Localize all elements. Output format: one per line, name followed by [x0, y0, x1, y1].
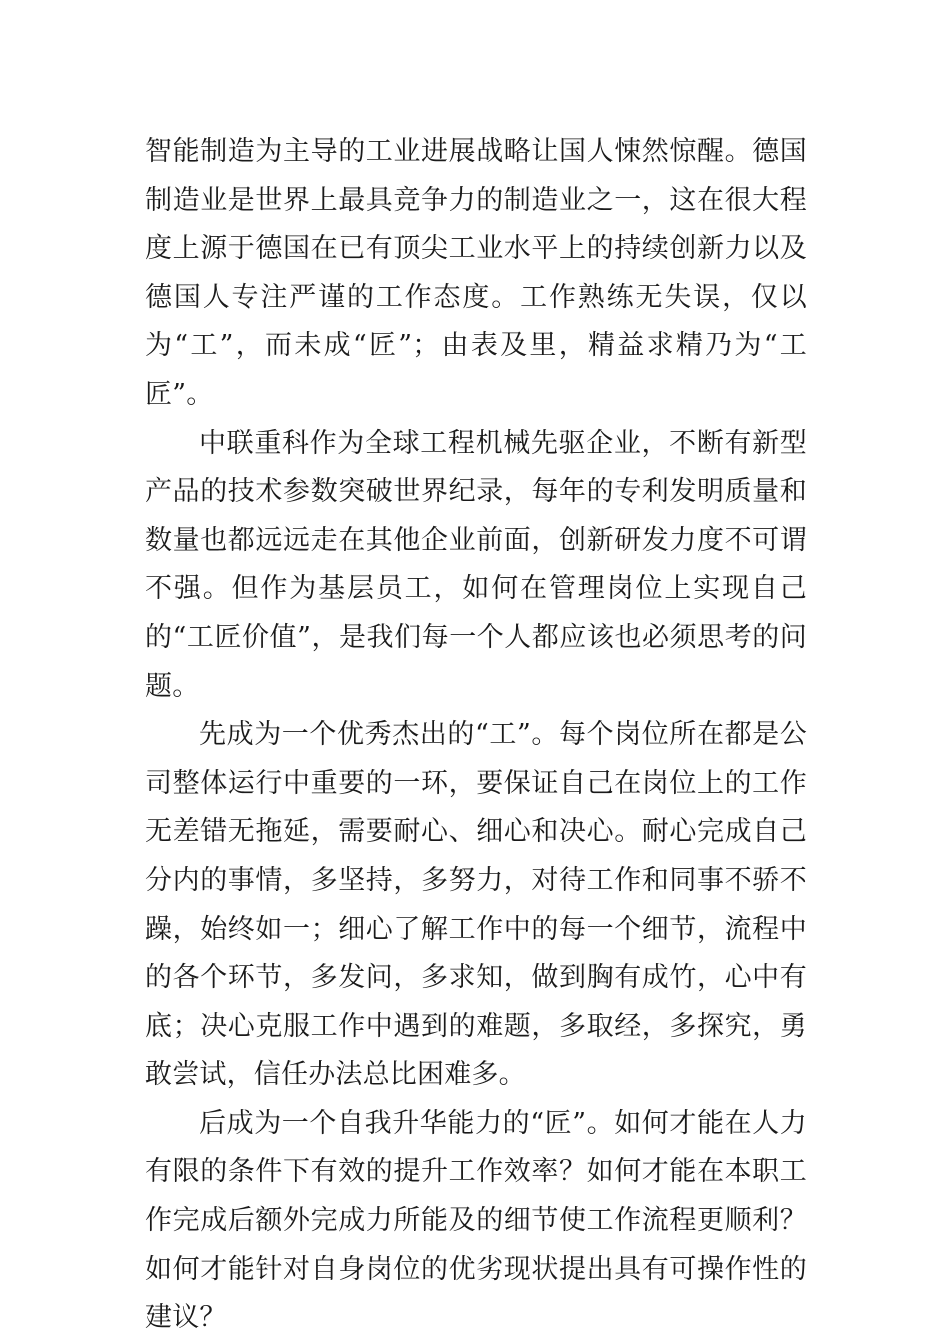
document-body: [145, 128, 807, 1343]
paragraph-3: 先成为一个优秀杰出的“工”。每个岗位所在都是公司整体运行中重要的一环，要保证自己在岗位上的工作无差错无拖延，需要耐心、细心和决心。耐心完成自己分内的事情，多坚持，多努力，对待工作和同事不骄不躁，始终如一；细心了解工作中的每一个细节，流程中的各个环节，多发问，多求知，做到胸有成竹，心中有底；决心克服工作中遇到的难题，多取经，多探究，勇敢尝试，信任办法总比困难多。: [145, 719, 807, 1091]
paragraph-4: 后成为一个自我升华能力的“匠”。如何才能在人力有限的条件下有效的提升工作效率？如何才能在本职工作完成后额外完成力所能及的细节使工作流程更顺利？如何才能针对自身岗位的优劣现状提出具有可操作性的建议？: [145, 1107, 807, 1334]
paragraph-1: 智能制造为主导的工业进展战略让国人悚然惊醒。德国制造业是世界上最具竞争力的制造业之一，这在很大程度上源于德国在已有顶尖工业水平上的持续创新力以及德国人专注严谨的工作态度。工作熟练无失误，仅以为“工”，而未成“匠”；由表及里，精益求精乃为“工匠”。: [145, 136, 807, 410]
paragraph-2: 中联重科作为全球工程机械先驱企业，不断有新型产品的技术参数突破世界纪录，每年的专利发明质量和数量也都远远走在其他企业前面，创新研发力度不可谓不强。但作为基层员工，如何在管理岗位上实现自己的“工匠价值”，是我们每一个人都应该也必须思考的问题。: [145, 427, 807, 702]
